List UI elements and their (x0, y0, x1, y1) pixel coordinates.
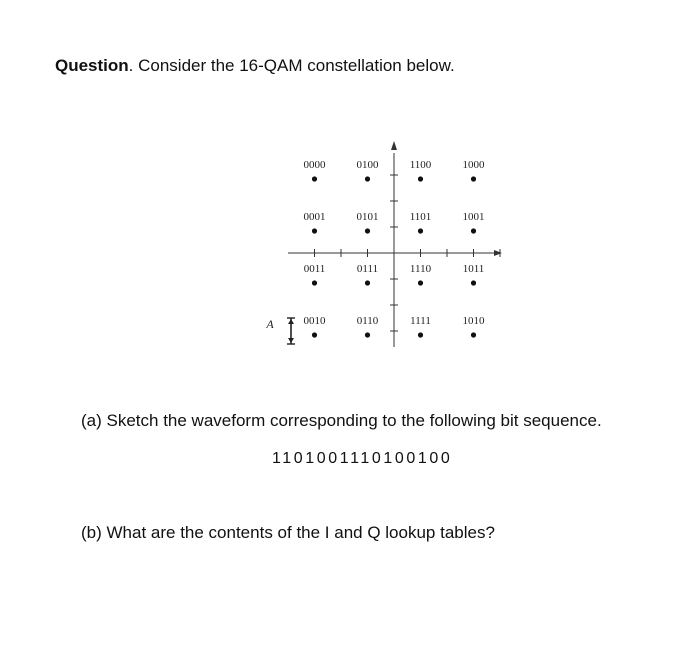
constellation-diagram (250, 135, 530, 365)
qam-constellation-figure (250, 135, 530, 365)
point-label: 1010 (462, 315, 485, 327)
question-heading (55, 56, 455, 76)
point-label: 1000 (462, 159, 485, 171)
amplitude-label: A (266, 317, 274, 331)
constellation-point (365, 176, 370, 181)
constellation-point (312, 332, 317, 337)
constellation-point (312, 176, 317, 181)
constellation-point (471, 332, 476, 337)
point-label: 0110 (356, 315, 379, 327)
constellation-point (418, 332, 423, 337)
constellation-point (365, 280, 370, 285)
point-label: 0101 (356, 211, 379, 223)
point-label: 1101 (409, 211, 432, 223)
point-label: 0000 (303, 159, 326, 171)
constellation-point (312, 228, 317, 233)
amplitude-arrow-top (288, 319, 294, 324)
amplitude-marker (265, 317, 295, 344)
constellation-point (418, 280, 423, 285)
amplitude-arrow-bottom (288, 338, 294, 343)
q-axis-arrow (391, 141, 397, 150)
constellation-point (471, 280, 476, 285)
point-label: 1011 (462, 263, 485, 275)
point-label: 0001 (303, 211, 326, 223)
point-label: 0100 (356, 159, 379, 171)
constellation-point (418, 228, 423, 233)
point-label: 1111 (410, 315, 431, 327)
bit-sequence: 1101001110100100 (272, 450, 453, 467)
point-label: 0011 (303, 263, 326, 275)
constellation-point (471, 176, 476, 181)
question-text: . Consider the 16-QAM constellation below. (128, 56, 455, 75)
constellation-point (365, 228, 370, 233)
constellation-point (471, 228, 476, 233)
point-label: 1100 (409, 159, 432, 171)
part-b-prompt: (b) What are the contents of the I and Q lookup tables? (81, 523, 495, 542)
point-label: 1110 (409, 263, 432, 275)
point-label: 0010 (303, 315, 326, 327)
point-label: 0111 (356, 263, 379, 275)
part-a-prompt: (a) Sketch the waveform corresponding to the following bit sequence. (81, 411, 602, 430)
constellation-point (312, 280, 317, 285)
question-prefix: Question (55, 56, 129, 75)
constellation-point (418, 176, 423, 181)
point-label: 1001 (462, 211, 485, 223)
i-axis-arrow (494, 250, 502, 256)
constellation-point (365, 332, 370, 337)
